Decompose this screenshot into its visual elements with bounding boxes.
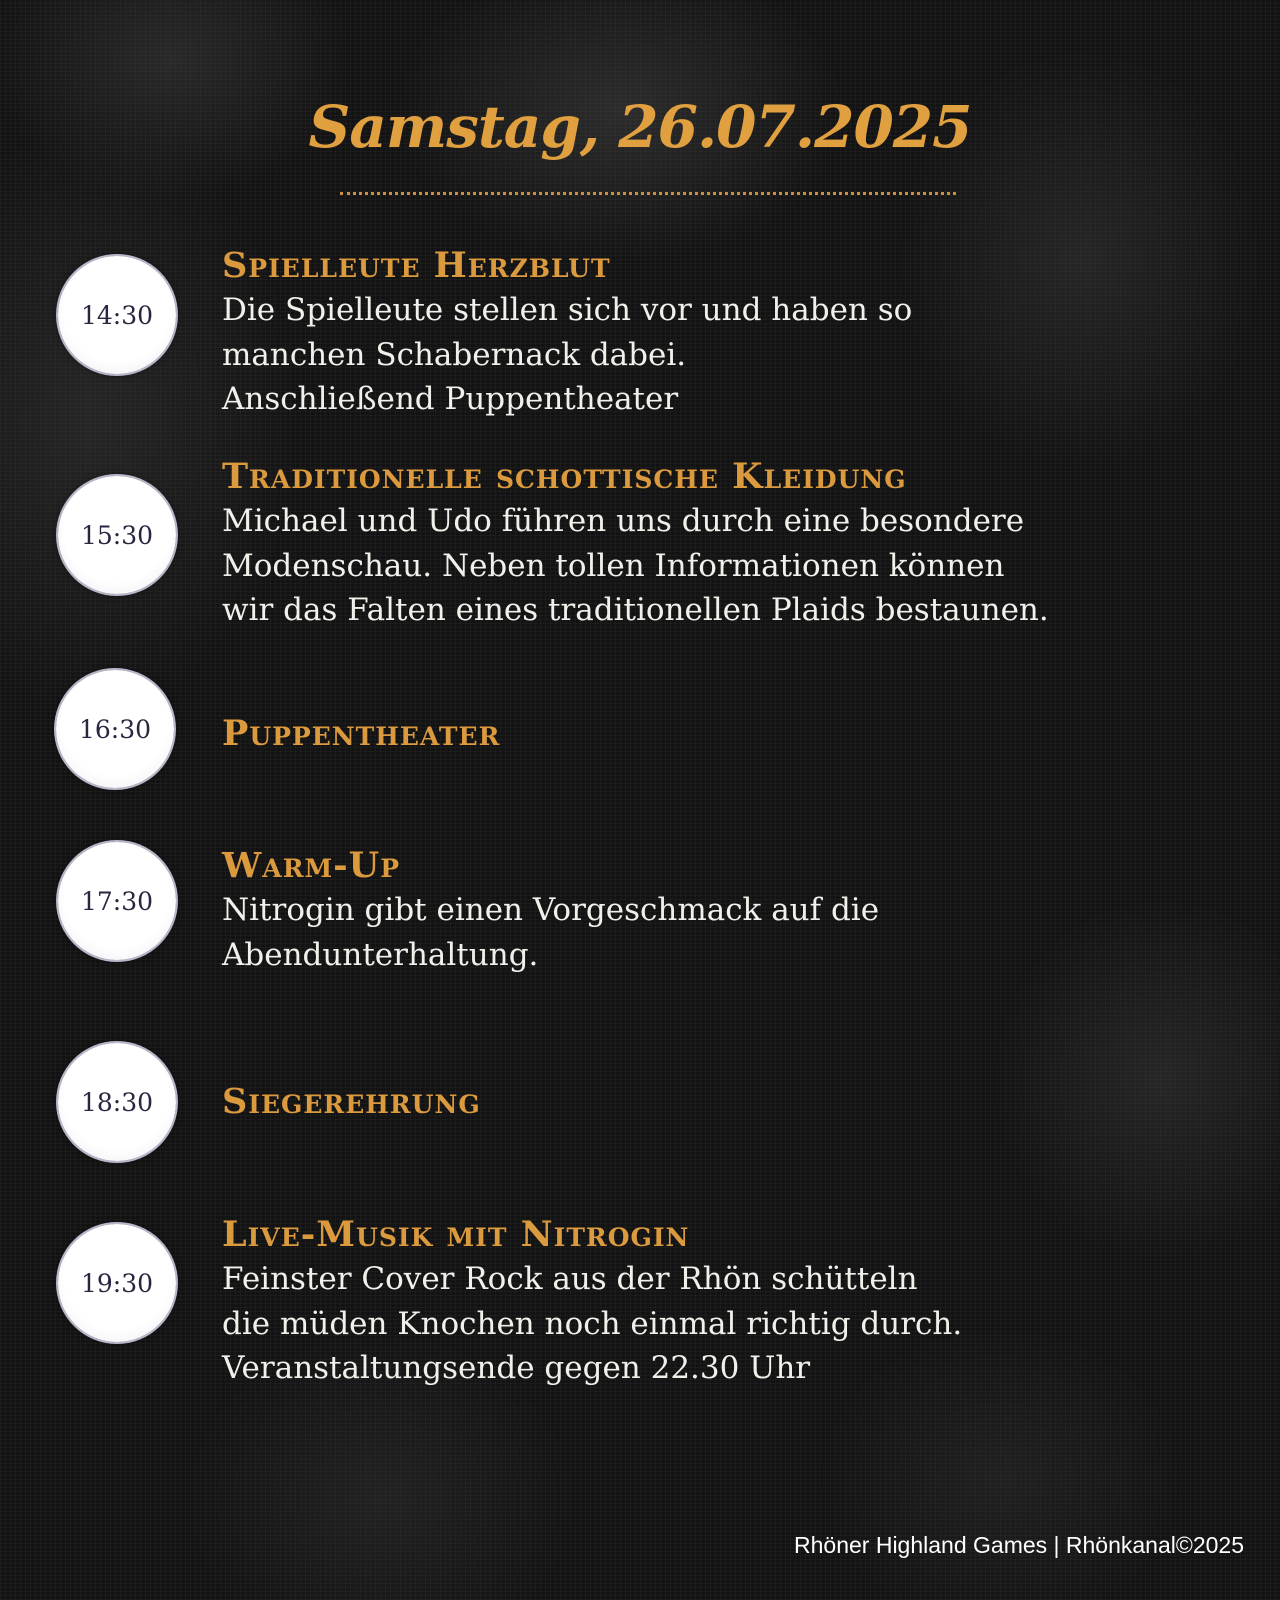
event-description xyxy=(222,288,1222,422)
description-line: Feinster Cover Rock aus der Rhön schütteln xyxy=(222,1261,918,1297)
title-divider xyxy=(340,192,956,195)
description-line: die müden Knochen noch einmal richtig durch. xyxy=(222,1305,963,1342)
event-title: Siegerehrung xyxy=(222,1081,481,1122)
description-line: Abendunterhaltung. xyxy=(222,936,539,973)
time-badge: 19:30 xyxy=(58,1224,176,1342)
event-title: Traditionelle schottische Kleidung xyxy=(222,456,907,497)
time-badge: 18:30 xyxy=(58,1043,176,1161)
time-badge: 15:30 xyxy=(58,476,176,594)
event-title: Spielleute Herzblut xyxy=(222,245,611,286)
description-line: Modenschau. Neben tollen Informationen können xyxy=(222,547,1005,584)
description-line: Veranstaltungsende gegen 22.30 Uhr xyxy=(222,1350,811,1386)
time-badge: 17:30 xyxy=(58,842,176,960)
page-title: Samstag, 26.07.2025 xyxy=(308,93,972,161)
description-line: Anschließend Puppentheater xyxy=(222,381,679,417)
time-badge: 16:30 xyxy=(56,670,174,788)
event-title: Puppentheater xyxy=(222,713,501,754)
event-title: Warm-Up xyxy=(222,845,401,886)
event-title: Live-Musik mit Nitrogin xyxy=(222,1214,690,1255)
description-line: Die Spielleute stellen sich vor und haben so xyxy=(222,292,913,328)
event-description xyxy=(222,499,1222,633)
time-badge: 14:30 xyxy=(58,256,176,374)
description-line: Michael und Udo führen uns durch eine besondere xyxy=(222,503,1025,539)
copyright-footer: Rhöner Highland Games | Rhönkanal©2025 xyxy=(794,1532,1244,1558)
description-line: Nitrogin gibt einen Vorgeschmack auf die xyxy=(222,892,880,928)
description-line: wir das Falten eines traditionellen Plaids bestaunen. xyxy=(222,592,1049,628)
event-description xyxy=(222,888,1222,977)
description-line: manchen Schabernack dabei. xyxy=(222,336,687,373)
event-description xyxy=(222,1257,1222,1391)
